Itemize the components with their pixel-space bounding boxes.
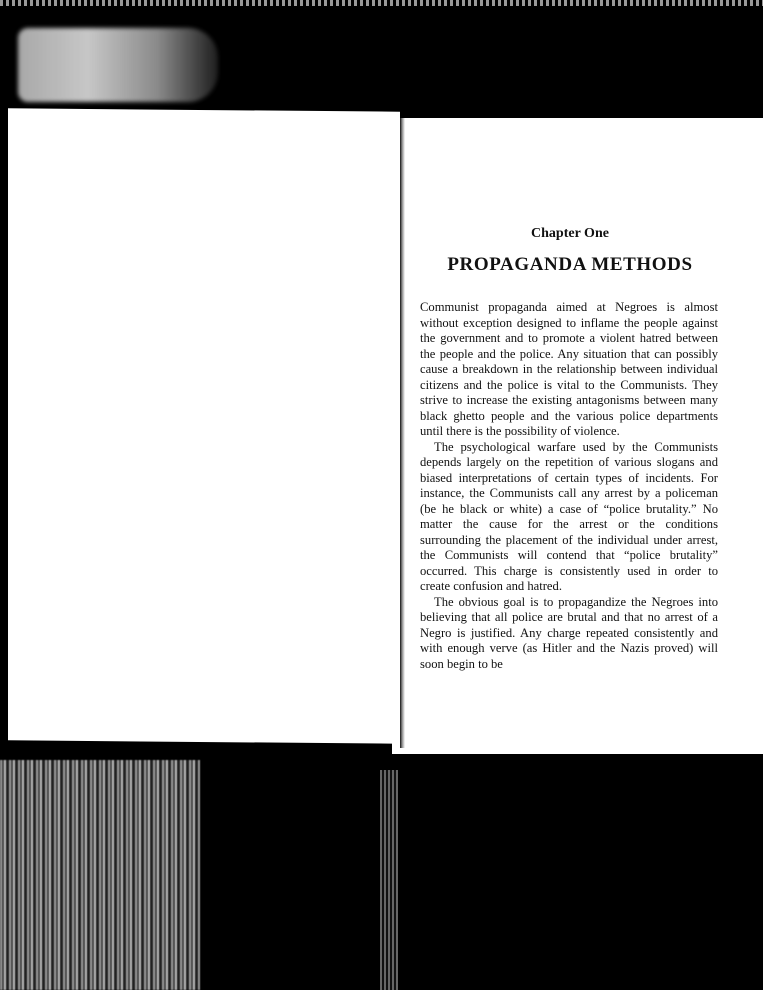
scanner-glare-bottom xyxy=(0,760,200,990)
paragraph-1: Communist propaganda aimed at Negroes is almost without exception designed to inflame the people against the government and to promote a violent hatred between the people and the police. Any situation that can possibly cause a breakdown in the relationship between individual citizens and the police is vital to the Communists. They strive to increase the existing antagonisms between many black ghetto people and the various police departments until there is the possibility of violence. xyxy=(420,300,718,438)
chapter-label: Chapter One xyxy=(531,226,609,241)
scanner-glare-spine xyxy=(380,770,398,990)
body-text xyxy=(420,300,718,672)
left-page-blank xyxy=(8,108,400,743)
book-gutter xyxy=(400,118,405,748)
paragraph-2: The psychological warfare used by the Communists depends largely on the repetition of various slogans and biased interpretations of certain types of incidents. For instance, the Communists call any arrest by a policeman (be he black or white) a case of “police brutality.” No matter the cause for the arrest or the conditions surrounding the placement of the individual under arrest, the Communists will contend that “police brutality” occurred. This charge is consistently used in order to create confusion and hatred. xyxy=(420,439,718,593)
scan-edge-top xyxy=(0,0,763,6)
chapter-title: PROPAGANDA METHODS xyxy=(447,254,693,275)
scanner-glare-top xyxy=(18,28,218,102)
paragraph-3: The obvious goal is to propagandize the Negroes into believing that all police are brutal and that no arrest of a Negro is justified. Any charge repeated consistently and with enough verve (as Hitler and the Nazis proved) will soon begin to be xyxy=(420,594,718,671)
